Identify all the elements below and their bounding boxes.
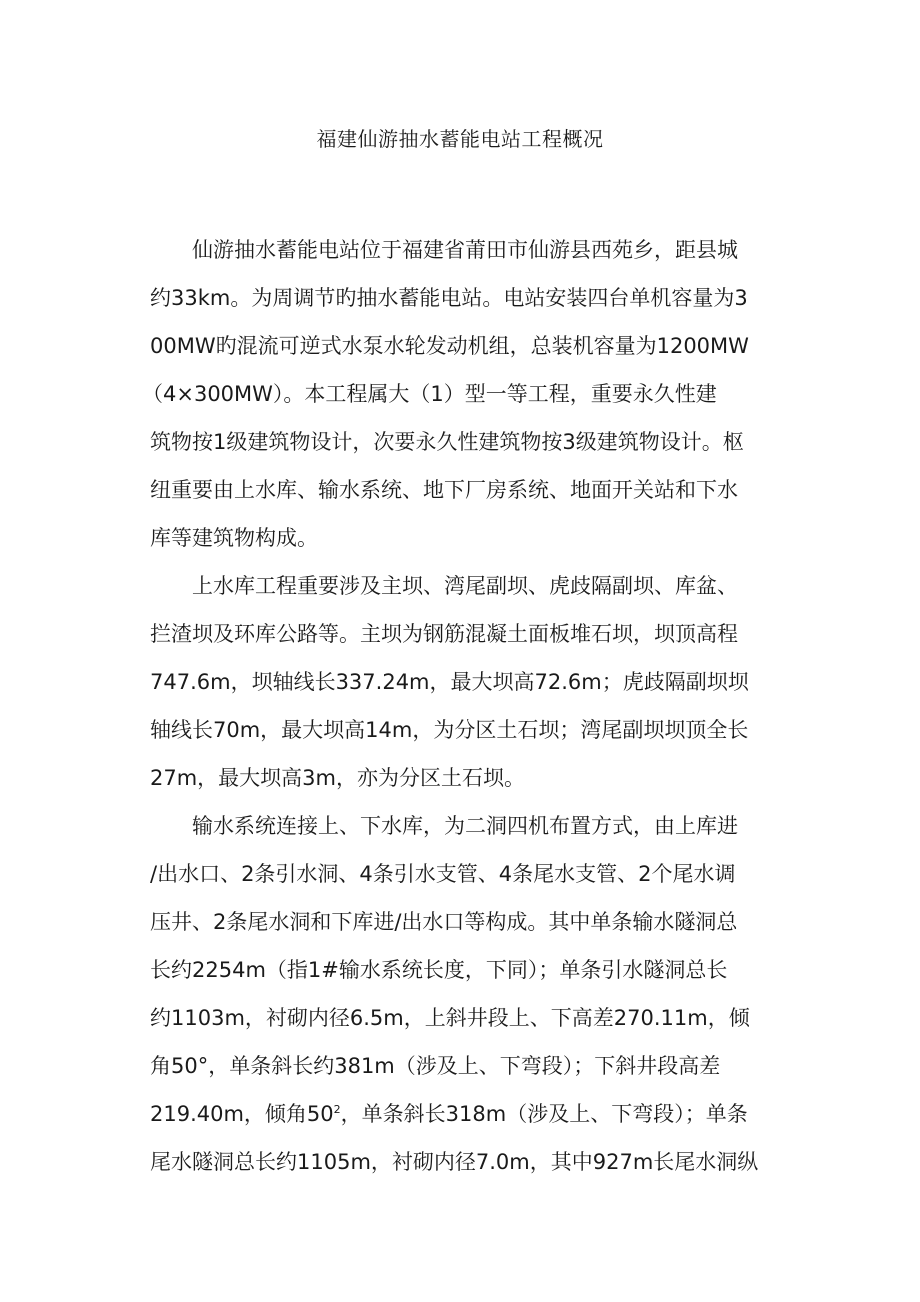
paragraph-line: 长约2254m（指1#输水系统长度，下同）；单条引水隧洞总长: [150, 958, 728, 982]
paragraph-line: 拦渣坝及环库公路等。主坝为钢筋混凝土面板堆石坝，坝顶高程: [150, 622, 738, 646]
paragraph-line: 约33km。为周调节旳抽水蓄能电站。电站安装四台单机容量为3: [150, 286, 748, 310]
paragraph-line: 筑物按1级建筑物设计，次要永久性建筑物按3级建筑物设计。枢: [150, 430, 744, 454]
paragraph-line: 27m，最大坝高3m，亦为分区土石坝。: [150, 766, 525, 790]
paragraph-line: 输水系统连接上、下水库，为二洞四机布置方式，由上库进: [192, 814, 738, 838]
document-title: 福建仙游抽水蓄能电站工程概况: [316, 127, 604, 151]
paragraph-line: 轴线长70m，最大坝高14m，为分区土石坝；湾尾副坝坝顶全长: [150, 718, 749, 742]
paragraph-line: 上水库工程重要涉及主坝、湾尾副坝、虎歧隔副坝、库盆、: [192, 574, 738, 598]
paragraph-line: [150, 1090, 748, 1138]
paragraph-line: 747.6m，坝轴线长337.24m，最大坝高72.6m；虎歧隔副坝坝: [150, 670, 749, 694]
paragraph-line: 压井、2条尾水洞和下库进/出水口等构成。其中单条输水隧洞总: [150, 910, 738, 934]
paragraph-line: 库等建筑物构成。: [150, 526, 318, 550]
line-text: 219.40m，倾角50: [150, 1102, 334, 1126]
paragraph-line: 约1103m，衬砌内径6.5m，上斜井段上、下高差270.11m，倾: [150, 1006, 750, 1030]
paragraph-line: 纽重要由上水库、输水系统、地下厂房系统、地面开关站和下水: [150, 478, 738, 502]
paragraph-line: 尾水隧洞总长约1105m，衬砌内径7.0m，其中927m长尾水洞纵: [150, 1150, 759, 1174]
paragraph-line: 00MW旳混流可逆式水泵水轮发动机组，总装机容量为1200MW: [150, 334, 749, 358]
superscript: 2: [333, 1103, 341, 1116]
paragraph-line: 角50°，单条斜长约381m（涉及上、下弯段）；下斜井段高差: [150, 1054, 721, 1078]
paragraph-line: 仙游抽水蓄能电站位于福建省莆田市仙游县西苑乡，距县城: [192, 238, 738, 262]
paragraph-line: （4×300MW）。本工程属大（1）型一等工程，重要永久性建: [142, 382, 717, 406]
paragraph-line: /出水口、2条引水洞、4条引水支管、4条尾水支管、2个尾水调: [150, 862, 736, 886]
line-text-continued: ，单条斜长318m（涉及上、下弯段）；单条: [340, 1102, 748, 1126]
